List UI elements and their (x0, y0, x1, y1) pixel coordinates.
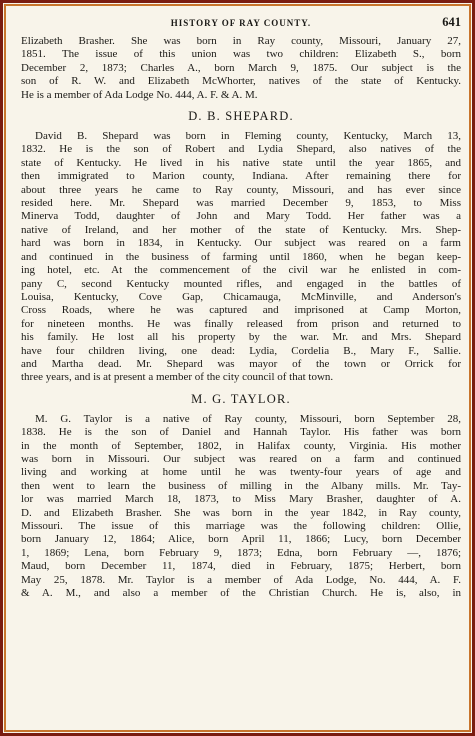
text-line: David B. Shepard was born in Fleming county, Kentucky, March 13, (35, 130, 461, 143)
text-line: three years, and is at present a member of the city council of that town. (21, 371, 334, 384)
text-line: pany C, second Kentucky mounted rifles, and engaged in the battles of (21, 277, 461, 290)
text-line: in the month of September, 1802, in Halifax county, Virginia. His mother (21, 439, 461, 452)
page-number: 641 (442, 15, 461, 29)
text-line: Missouri. The issue of this marriage was the following children: Ollie, (21, 520, 461, 532)
section-brasher-continuation (21, 35, 461, 102)
text-line: living and working at home until he was twenty-four years of age and (21, 466, 461, 479)
text-line: hard was born in 1834, in Kentucky. Our subject was reared on a farm (21, 237, 461, 250)
text-line: December 2, 1873; Charles A., born March 9, 1875. Our subject is the (21, 61, 461, 74)
text-line: 1, 1869; Lena, born February 9, 1873; Edna, born February —, 1876; (21, 546, 461, 559)
text-line: was born in Missouri. Our subject was reared on a farm and continued (21, 452, 461, 465)
text-line: 1838. He is the son of Daniel and Hannah Taylor. His father was born (21, 426, 461, 439)
running-head: HISTORY OF RAY COUNTY. (170, 18, 312, 28)
text-line: M. G. Taylor is a native of Ray county, Missouri, born September 28, (35, 412, 461, 425)
text-line: native of Ireland, and her mother of the state of Kentucky. Mrs. Shep- (21, 223, 461, 236)
text-line: May 25, 1878. Mr. Taylor is a member of Ada Lodge, No. 444, A. F. (21, 573, 461, 586)
text-line: have four children living, one dead: Lydia, Cordelia B., Mary F., Sallie. (21, 344, 461, 357)
text-line: then went to learn the business of milling in the Albany mills. Mr. Tay- (21, 479, 461, 492)
section-heading: M. G. TAYLOR. (191, 391, 291, 406)
text-line: lor was married March 18, 1873, to Miss Mary Brasher, daughter of A. (21, 493, 461, 506)
text-line: ing hotel, etc. At the commencement of the civil war he enlisted in com- (21, 264, 461, 277)
text-line: Maud, born December 11, 1874, died in February, 1875; Herbert, born (21, 560, 461, 573)
text-line: born January 12, 1864; Alice, born April 11, 1866; Lucy, born December (21, 533, 461, 546)
text-line: resided here. Mr. Shepard was married December 9, 1853, to Miss (21, 197, 461, 210)
page-header (21, 15, 461, 31)
text-line: about three years he came to Ray county, Missouri, and has ever since (21, 183, 461, 196)
text-line: son of R. W. and Elizabeth McWhorter, natives of the state of Kentucky. (21, 75, 461, 88)
text-line: 1851. The issue of this union was two children: Elizabeth S., born (21, 48, 461, 61)
text-line: then immigrated to Marion county, Indiana. After remaining there for (21, 170, 461, 183)
text-line: his family. He lost all his property by the war. Mr. and Mrs. Shepard (21, 331, 461, 344)
text-line: He is a member of Ada Lodge No. 444, A. F. & A. M. (21, 88, 258, 101)
text-line: for nineteen months. He was finally released from prison and returned to (21, 317, 461, 330)
text-line: Louisa, Kentucky, Cove Gap, Chicamauga, McMinville, and Anderson's (21, 290, 461, 303)
text-line: Elizabeth Brasher. She was born in Ray county, Missouri, January 27, (21, 35, 461, 47)
text-line: state of Kentucky. He lived in his native state until the year 1865, and (21, 156, 461, 169)
text-line: & A. M., and also a member of the Christian Church. He is, also, in (21, 587, 461, 600)
book-page (21, 15, 461, 600)
text-line: Cross Roads, where he was captured and imprisoned at Camp Morton, (21, 304, 461, 317)
text-line: 1832. He is the son of Robert and Lydia Shepard, also natives of the (21, 143, 461, 156)
section-heading: D. B. SHEPARD. (188, 109, 294, 124)
text-line: Minerva Todd, daughter of John and Mary Todd. Her father was a (21, 210, 461, 223)
text-line: D. and Elizabeth Brasher. She was born in the year 1842, in Ray county, (21, 506, 461, 519)
section-shepard (21, 109, 461, 385)
text-line: and Martha dead. Mr. Shepard was mayor of the town or Orrick for (21, 357, 461, 370)
section-taylor (21, 392, 461, 601)
text-line: and continued in the business of farming until 1860, when he began keep- (21, 250, 461, 263)
